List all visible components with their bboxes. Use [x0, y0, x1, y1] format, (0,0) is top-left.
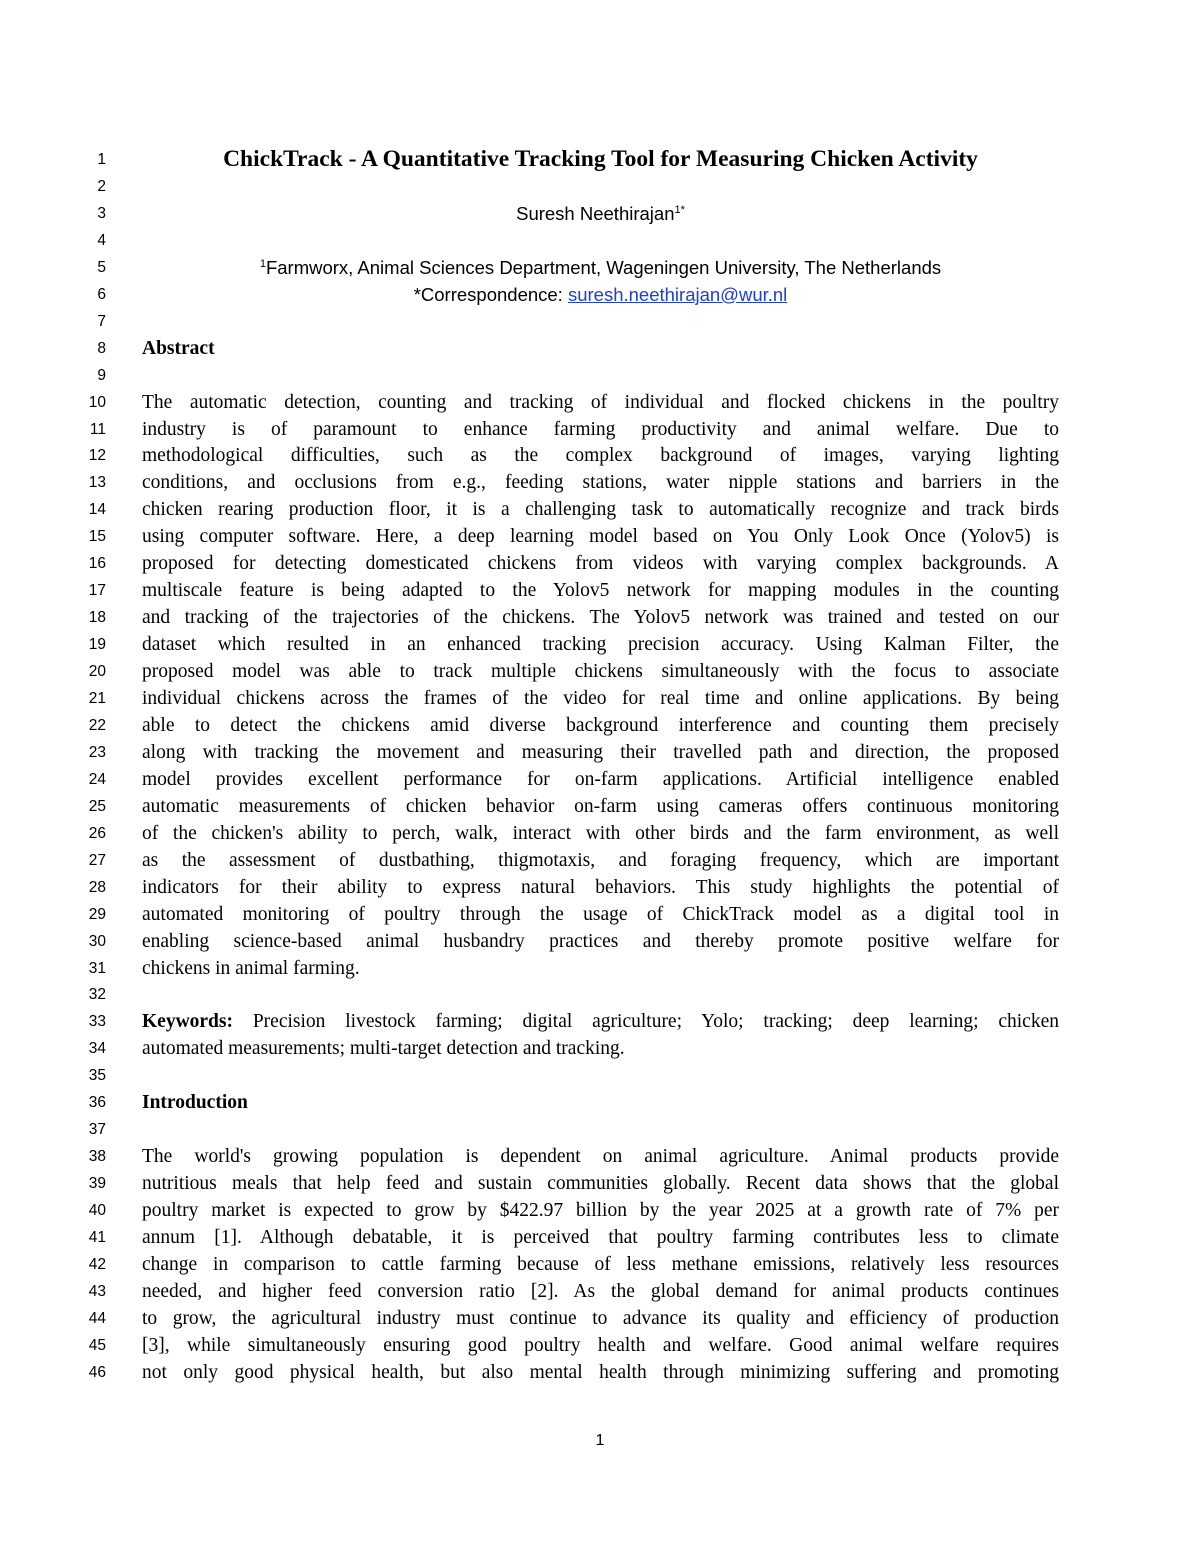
introduction-text-line: nutritious meals that help feed and sustain communities globally. Recent data shows that the global — [142, 1173, 1059, 1195]
document-line — [0, 1224, 1200, 1251]
document-line — [0, 496, 1200, 523]
introduction-text-line: needed, and higher feed conversion ratio [2]. As the global demand for animal products continues — [142, 1280, 1059, 1302]
introduction-text-line: to grow, the agricultural industry must continue to advance its quality and efficiency of production — [142, 1307, 1059, 1329]
abstract-text-line: multiscale feature is being adapted to the Yolov5 network for mapping modules in the counting — [142, 580, 1059, 602]
abstract-text-line: indicators for their ability to express natural behaviors. This study highlights the potential of — [142, 876, 1059, 898]
line-number: 7 — [97, 312, 106, 330]
line-number: 14 — [88, 501, 106, 519]
introduction-text-line: [3], while simultaneously ensuring good poultry health and welfare. Good animal welfare requires — [142, 1334, 1059, 1356]
document-line — [0, 227, 1200, 254]
line-number: 25 — [88, 797, 106, 815]
line-number: 8 — [97, 339, 106, 357]
line-number: 12 — [88, 447, 106, 465]
document-line — [0, 712, 1200, 739]
line-number: 43 — [88, 1282, 106, 1300]
page-number: 1 — [595, 1432, 605, 1449]
line-number: 30 — [88, 932, 106, 950]
line-number: 31 — [88, 959, 106, 977]
document-line — [0, 981, 1200, 1008]
line-number: 33 — [88, 1013, 106, 1031]
author-name: Suresh Neethirajan — [516, 202, 675, 224]
line-number: 18 — [88, 609, 106, 627]
abstract-text-line: chicken rearing production floor, it is a challenging task to automatically recognize and track birds — [142, 499, 1059, 521]
document-line — [0, 820, 1200, 847]
abstract-text-line: The automatic detection, counting and tracking of individual and flocked chickens in the poultry — [142, 391, 1059, 413]
introduction-heading — [142, 1089, 1059, 1116]
line-number: 22 — [88, 716, 106, 734]
line-number: 29 — [88, 905, 106, 923]
affiliation-superscript: 1 — [259, 257, 266, 270]
keywords-label: Keywords: — [142, 1011, 233, 1033]
abstract-text-line: along with tracking the movement and measuring their travelled path and direction, the proposed — [142, 741, 1059, 763]
document-line — [0, 793, 1200, 820]
introduction-text-line: annum [1]. Although debatable, it is perceived that poultry farming contributes less to climate — [142, 1227, 1059, 1248]
line-number: 17 — [88, 582, 106, 600]
document-line — [0, 281, 1200, 308]
line-number: 21 — [88, 690, 106, 707]
abstract-text-line: proposed model was able to track multiple chickens simultaneously with the focus to associate — [142, 661, 1059, 683]
document-line — [0, 1008, 1200, 1035]
document-line — [0, 416, 1200, 443]
line-number: 5 — [97, 258, 106, 276]
abstract-text-line: as the assessment of dustbathing, thigmotaxis, and foraging frequency, which are important — [142, 849, 1059, 871]
document-line — [0, 658, 1200, 685]
abstract-text-line: chickens in animal farming. — [142, 957, 360, 979]
line-number: 40 — [88, 1202, 106, 1220]
document-line — [0, 955, 1200, 982]
line-number: 24 — [88, 770, 106, 788]
document-line — [0, 577, 1200, 604]
paper-title-text: ChickTrack - A Quantitative Tracking Tool for Measuring Chicken Activity — [223, 146, 978, 172]
affiliation-text: Farmworx, Animal Sciences Department, Wageningen University, The Netherlands — [265, 256, 942, 278]
document-line — [0, 1035, 1200, 1062]
document-line — [0, 604, 1200, 631]
abstract-text-line: enabling science-based animal husbandry practices and thereby promote positive welfare for — [142, 930, 1059, 952]
abstract-text-line: and tracking of the trajectories of the chickens. The Yolov5 network was trained and tested on our — [142, 607, 1059, 629]
document-line — [0, 901, 1200, 928]
document-line — [0, 847, 1200, 874]
abstract-text-line: conditions, and occlusions from e.g., feeding stations, water nipple stations and barriers in the — [142, 472, 1059, 494]
line-number: 44 — [88, 1309, 106, 1327]
line-number: 42 — [88, 1255, 106, 1273]
line-number: 39 — [88, 1175, 106, 1193]
abstract-text-line: automatic measurements of chicken behavior on-farm using cameras offers continuous monitoring — [142, 795, 1059, 817]
abstract-heading-text: Abstract — [142, 337, 215, 359]
line-number: 36 — [88, 1094, 106, 1112]
abstract-text-line: automated monitoring of poultry through the usage of ChickTrack model as a digital tool in — [142, 903, 1059, 925]
line-number: 19 — [88, 636, 106, 654]
document-line — [0, 1116, 1200, 1143]
introduction-text-line: poultry market is expected to grow by $422.97 billion by the year 2025 at a growth rate of 7% per — [142, 1200, 1059, 1222]
paper-title — [142, 146, 1059, 173]
abstract-text-line: methodological difficulties, such as the complex background of images, varying lighting — [142, 445, 1059, 467]
line-number: 32 — [88, 986, 106, 1004]
document-line — [0, 739, 1200, 766]
document-line — [0, 1089, 1200, 1116]
document-line — [0, 1278, 1200, 1305]
line-number: 34 — [88, 1040, 106, 1058]
keywords-text: Precision livestock farming; digital agriculture; Yolo; tracking; deep learning; chicken — [233, 1011, 1059, 1033]
document-line — [0, 523, 1200, 550]
line-number: 28 — [88, 878, 106, 896]
document-line — [0, 874, 1200, 901]
line-number: 9 — [97, 366, 106, 384]
introduction-text-line: The world's growing population is dependent on animal agriculture. Animal products provide — [142, 1146, 1059, 1168]
introduction-text-line: change in comparison to cattle farming because of less methane emissions, relatively less resources — [142, 1253, 1059, 1275]
line-number: 37 — [88, 1121, 106, 1139]
document-line — [0, 550, 1200, 577]
document-line — [0, 442, 1200, 469]
line-number: 20 — [88, 663, 106, 681]
line-number: 16 — [88, 555, 106, 573]
line-number: 13 — [88, 474, 106, 492]
line-number: 45 — [88, 1336, 106, 1354]
line-number: 2 — [97, 177, 106, 195]
document-line — [0, 685, 1200, 712]
line-number: 46 — [88, 1363, 106, 1381]
introduction-text-line: not only good physical health, but also mental health through minimizing suffering and promoting — [142, 1361, 1059, 1383]
document-line — [0, 389, 1200, 416]
document-line — [0, 173, 1200, 200]
document-line — [0, 1359, 1200, 1386]
document-line — [0, 766, 1200, 793]
document-line — [0, 254, 1200, 281]
line-number: 10 — [88, 393, 106, 411]
line-number: 38 — [88, 1148, 106, 1166]
document-line — [0, 200, 1200, 227]
line-number: 23 — [88, 743, 106, 761]
abstract-text-line: using computer software. Here, a deep learning model based on You Only Look Once (Yolov5) is — [142, 526, 1059, 548]
document-line — [0, 1143, 1200, 1170]
document-line — [0, 1170, 1200, 1197]
abstract-text-line: able to detect the chickens amid diverse background interference and counting them precisely — [142, 714, 1059, 736]
keywords-line-2: automated measurements; multi-target detection and tracking. — [142, 1038, 625, 1060]
abstract-text-line: individual chickens across the frames of the video for real time and online applications. By being — [142, 688, 1059, 709]
abstract-heading — [142, 335, 1059, 362]
keywords-line — [142, 1008, 1059, 1035]
abstract-text-line: of the chicken's ability to perch, walk, interact with other birds and the farm environment, as well — [142, 822, 1059, 844]
introduction-heading-text: Introduction — [142, 1092, 248, 1114]
document-line — [0, 1305, 1200, 1332]
abstract-text-line: model provides excellent performance for on-farm applications. Artificial intelligence enabled — [142, 768, 1059, 790]
document-line — [0, 1332, 1200, 1359]
author-superscript: 1* — [674, 203, 685, 216]
document-line — [0, 1062, 1200, 1089]
document-line — [0, 1251, 1200, 1278]
document-line — [0, 928, 1200, 955]
line-number: 11 — [89, 420, 106, 438]
correspondence-label: *Correspondence: — [413, 283, 568, 305]
document-line — [0, 146, 1200, 173]
document-line — [0, 335, 1200, 362]
line-number: 4 — [97, 231, 106, 249]
abstract-text-line: industry is of paramount to enhance farming productivity and animal welfare. Due to — [142, 418, 1059, 440]
line-number: 1 — [97, 151, 106, 168]
line-number: 27 — [88, 851, 106, 869]
author-line — [142, 200, 1059, 227]
email-link[interactable]: suresh.neethirajan@wur.nl — [567, 283, 788, 305]
document-line — [0, 308, 1200, 335]
correspondence-line — [142, 281, 1059, 308]
line-number: 41 — [88, 1229, 106, 1246]
line-number: 35 — [88, 1067, 106, 1085]
document-line — [0, 362, 1200, 389]
line-number: 3 — [97, 204, 106, 222]
line-number: 26 — [88, 824, 106, 842]
abstract-text-line: dataset which resulted in an enhanced tracking precision accuracy. Using Kalman Filter, the — [142, 634, 1059, 656]
line-number: 15 — [88, 528, 106, 546]
abstract-text-line: proposed for detecting domesticated chickens from videos with varying complex backgrounds. A — [142, 553, 1059, 575]
document-line — [0, 469, 1200, 496]
document-line — [0, 1197, 1200, 1224]
document-line — [0, 631, 1200, 658]
line-number: 6 — [97, 285, 106, 303]
affiliation-line — [142, 254, 1059, 281]
